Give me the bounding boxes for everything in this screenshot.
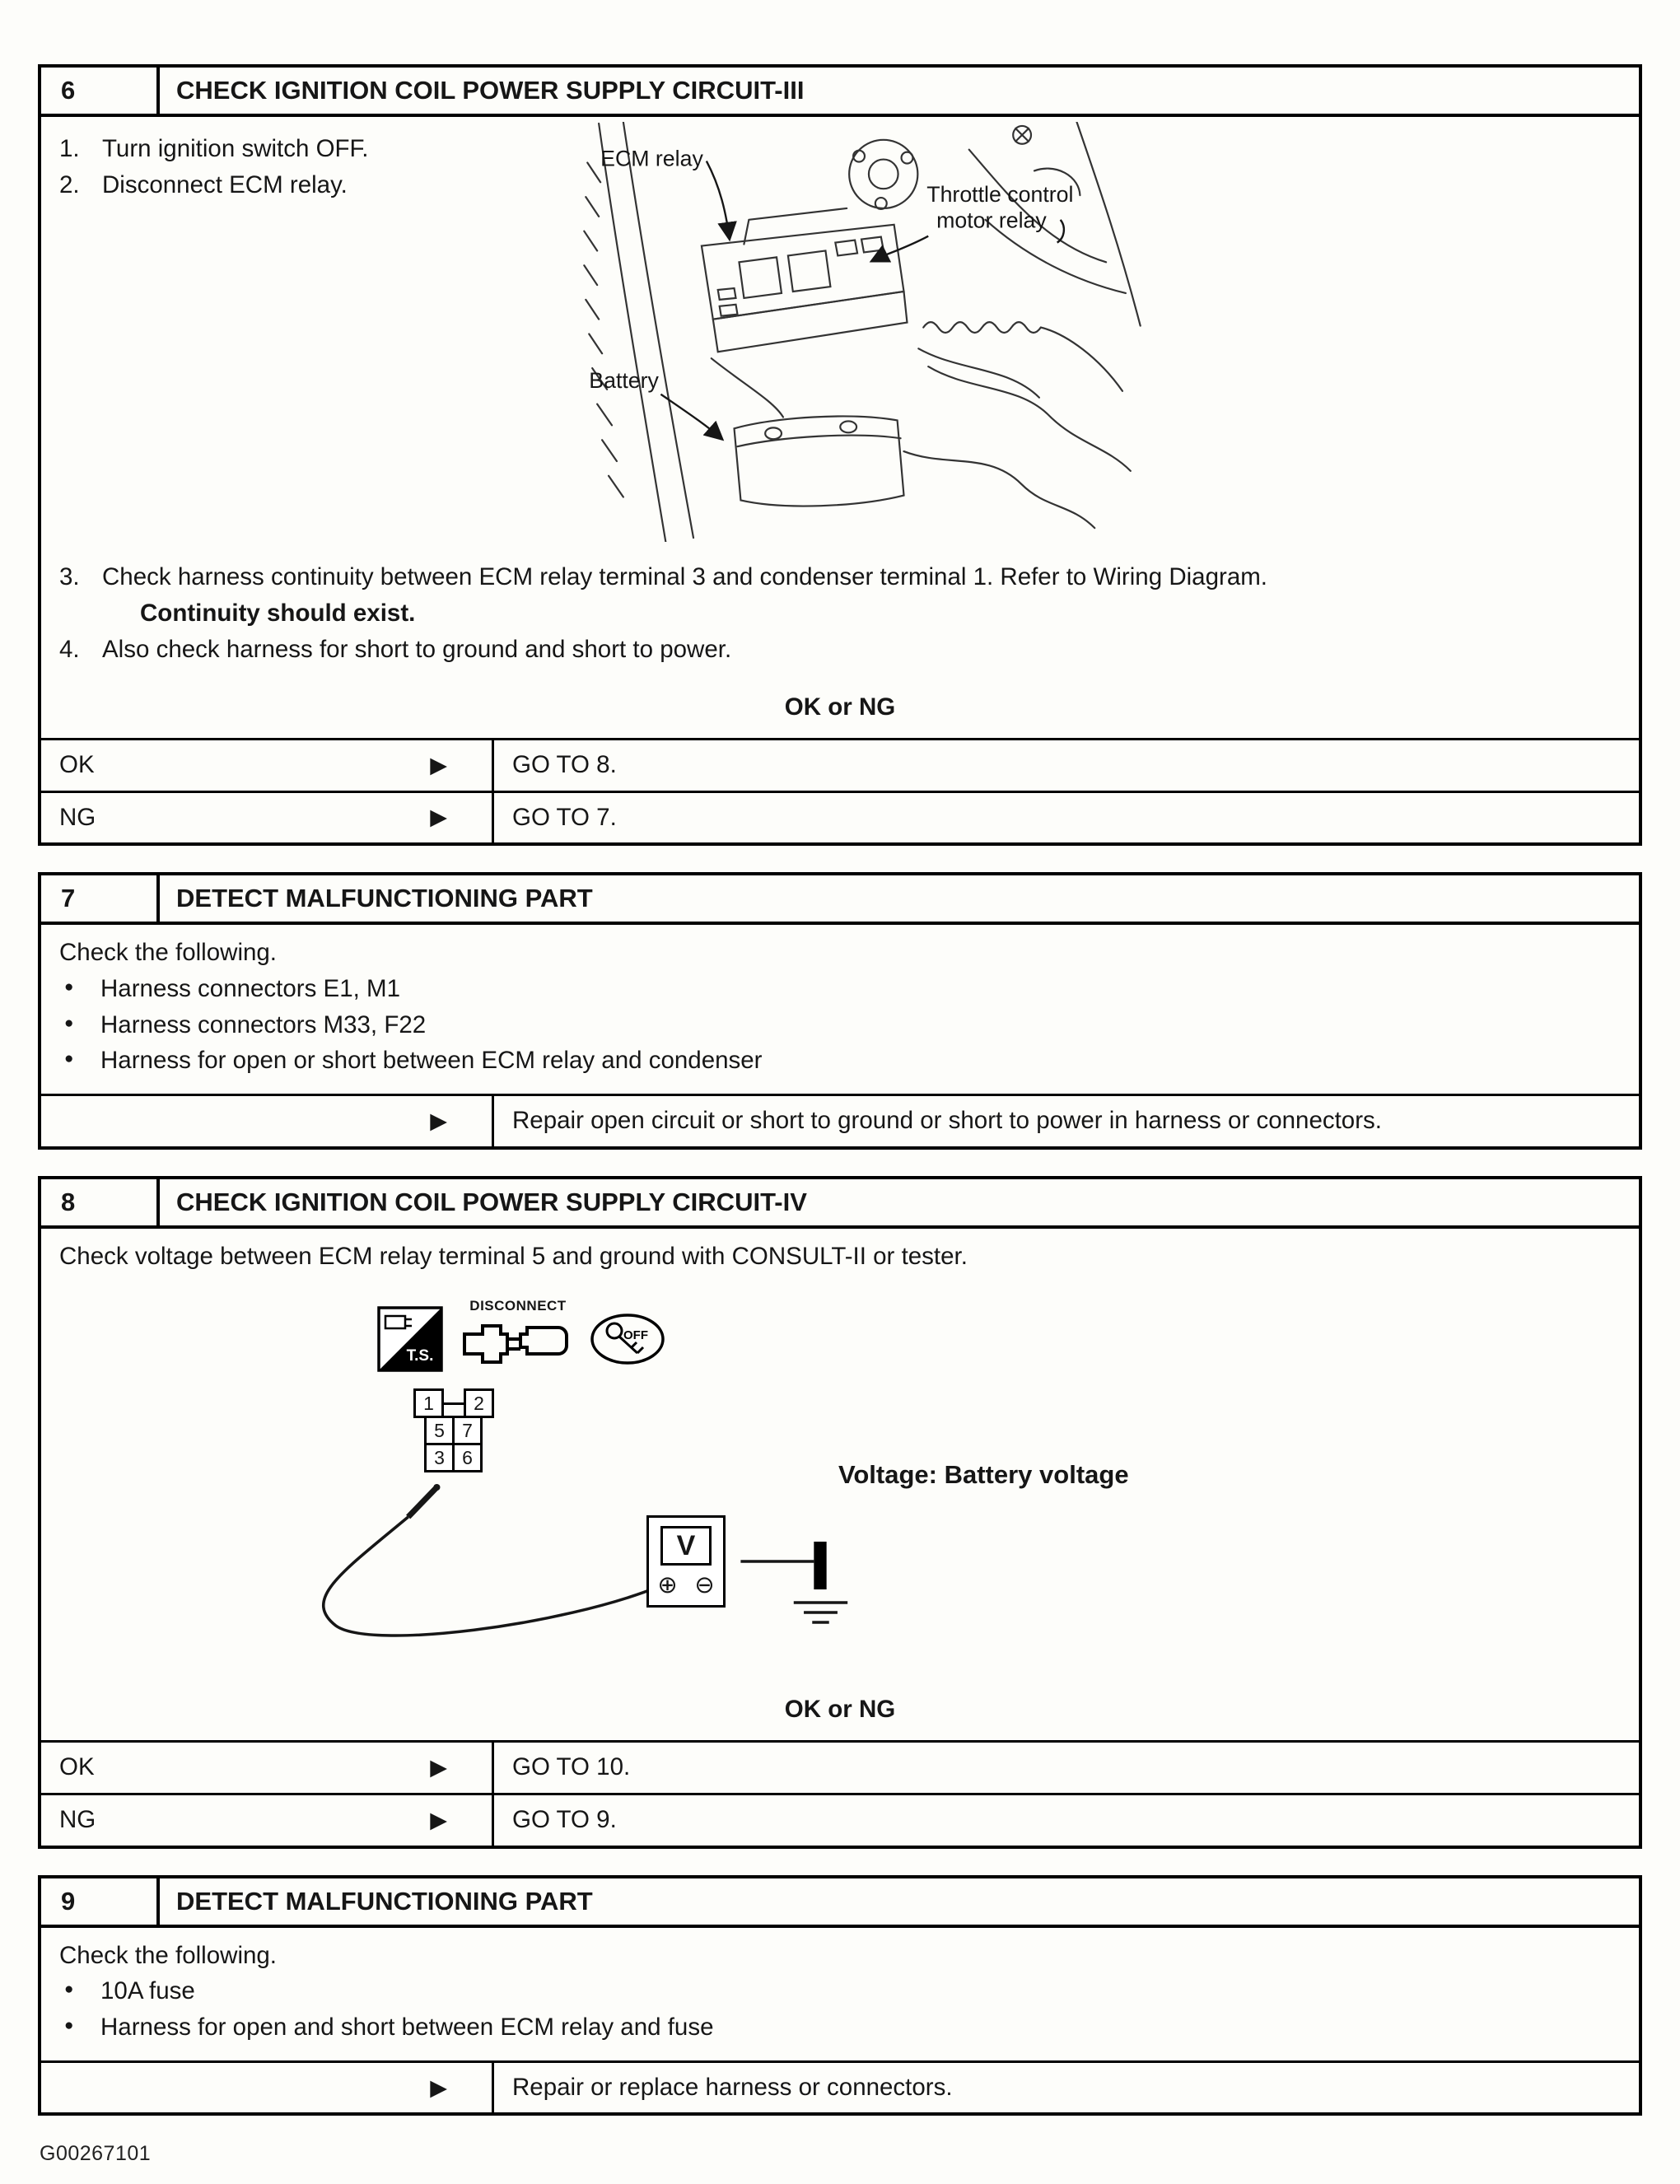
section-title: CHECK IGNITION COIL POWER SUPPLY CIRCUIT-III	[176, 76, 805, 105]
relay-terminal-grid	[413, 1388, 494, 1472]
section-number: 9	[41, 1878, 160, 1925]
bullet-icon: ●	[64, 1014, 74, 1032]
section-9-body	[41, 1928, 1639, 2113]
result-action-text: GO TO 9.	[512, 1805, 617, 1833]
pin-row-2	[424, 1416, 494, 1445]
pin-2: 2	[464, 1388, 494, 1418]
result-label: NG	[59, 1805, 96, 1833]
voltage-spec-text: Voltage: Battery voltage	[838, 1460, 1129, 1490]
section-number: 6	[41, 68, 160, 114]
section-6-top-area	[41, 117, 1639, 547]
section-8	[38, 1176, 1642, 1849]
action-row	[41, 2060, 1639, 2113]
section-7	[38, 872, 1642, 1150]
section-title: DETECT MALFUNCTIONING PART	[176, 1886, 593, 1916]
section-7-header	[41, 875, 1639, 925]
step-item	[59, 561, 1621, 595]
bullet-item	[59, 1009, 1621, 1043]
step-text: Check harness continuity between ECM relay terminal 3 and condenser terminal 1. Refer to Wiring Diagram.	[102, 563, 1267, 590]
step-number: 3.	[59, 563, 80, 590]
result-condition-cell	[41, 2063, 494, 2113]
bullet-icon: ●	[64, 1981, 74, 1999]
section-8-body	[41, 1229, 1639, 1846]
result-label: NG	[59, 803, 96, 831]
ts-tool-icon	[377, 1306, 443, 1372]
step-text: Also check harness for short to ground and short to power.	[102, 636, 732, 664]
result-action-text: GO TO 8.	[512, 750, 617, 778]
bullet-item	[59, 1044, 1621, 1078]
result-action-cell	[494, 1795, 1639, 1846]
plus-terminal-icon: ⊕	[657, 1572, 678, 1599]
result-condition-cell	[41, 1795, 494, 1846]
step-number: 4.	[59, 636, 80, 664]
result-condition-cell	[41, 1743, 494, 1793]
off-label: OFF	[623, 1328, 648, 1343]
continuity-note: Continuity should exist.	[140, 599, 416, 627]
bullet-text: Harness for open or short between ECM relay and condenser	[100, 1047, 763, 1075]
intro-text: Check the following.	[59, 1941, 278, 1969]
label-throttle-line2: motor relay	[936, 208, 1047, 233]
check-list	[41, 1928, 1639, 2052]
step-list-lower	[41, 547, 1639, 674]
bullet-text: Harness for open and short between ECM relay and fuse	[100, 2013, 714, 2041]
minus-terminal-icon: ⊖	[694, 1572, 715, 1599]
bullet-icon: ●	[64, 978, 74, 996]
voltmeter	[646, 1515, 726, 1608]
ok-or-ng-label: OK or NG	[784, 1696, 896, 1724]
result-action-text: Repair or replace harness or connectors.	[512, 2073, 953, 2101]
result-condition-cell	[41, 1096, 494, 1146]
arrow-right-icon: ▶	[430, 1754, 447, 1780]
section-8-header	[41, 1179, 1639, 1229]
section-number: 7	[41, 875, 160, 922]
bullet-text: Harness connectors E1, M1	[100, 974, 400, 1002]
arrow-right-icon: ▶	[430, 752, 447, 777]
bullet-icon: ●	[64, 1050, 74, 1068]
section-title: DETECT MALFUNCTIONING PART	[176, 884, 593, 913]
disconnect-icon	[456, 1296, 580, 1373]
action-row	[41, 1094, 1639, 1146]
label-battery: Battery	[589, 367, 659, 393]
arrow-right-icon: ▶	[430, 1108, 447, 1133]
bullet-icon: ●	[64, 2016, 74, 2034]
voltmeter-display: V	[660, 1526, 712, 1566]
result-row-ng	[41, 791, 1639, 843]
pin-bridge	[444, 1402, 464, 1405]
pin-row-3	[424, 1443, 494, 1472]
label-throttle-line1: Throttle control	[926, 182, 1074, 208]
bullet-item	[59, 2011, 1621, 2045]
figure-id-code: G00267101	[40, 2142, 152, 2166]
disconnect-label: DISCONNECT	[469, 1298, 567, 1314]
intro-block	[41, 1229, 1639, 1279]
result-action-cell	[494, 2063, 1639, 2113]
ignition-off-icon	[590, 1313, 665, 1365]
result-row-ok	[41, 738, 1639, 791]
result-action-cell	[494, 1743, 1639, 1793]
section-6	[38, 64, 1642, 846]
section-6-header	[41, 68, 1639, 117]
section-number: 8	[41, 1179, 160, 1225]
step-text: Disconnect ECM relay.	[102, 170, 348, 198]
bullet-item	[59, 1975, 1621, 2009]
result-action-text: Repair open circuit or short to ground or short to power in harness or connectors.	[512, 1107, 1382, 1135]
pin-3: 3	[424, 1443, 455, 1472]
intro-text: Check voltage between ECM relay terminal 5 and ground with CONSULT-II or tester.	[59, 1242, 968, 1270]
step-text: Turn ignition switch OFF.	[102, 135, 369, 162]
pin-1: 1	[413, 1388, 444, 1418]
voltage-test-illustration	[41, 1296, 1639, 1677]
step-number: 1.	[59, 135, 80, 162]
section-9	[38, 1875, 1642, 2116]
section-7-body	[41, 925, 1639, 1146]
ok-or-ng-label: OK or NG	[784, 693, 896, 721]
voltmeter-terminals	[649, 1569, 723, 1602]
pin-6: 6	[452, 1443, 483, 1472]
label-ecm-relay: ECM relay	[600, 146, 703, 171]
ts-label: T.S.	[406, 1347, 434, 1365]
arrow-right-icon: ▶	[430, 2074, 447, 2100]
arrow-right-icon: ▶	[430, 1807, 447, 1832]
step-item	[59, 633, 1621, 667]
check-list	[41, 925, 1639, 1085]
section-9-header	[41, 1878, 1639, 1928]
pin-7: 7	[452, 1416, 483, 1445]
arrow-right-icon: ▶	[430, 805, 447, 830]
result-action-text: GO TO 7.	[512, 803, 617, 831]
result-action-text: GO TO 10.	[512, 1753, 631, 1781]
section-title: CHECK IGNITION COIL POWER SUPPLY CIRCUIT-IV	[176, 1187, 807, 1216]
result-action-cell	[494, 1096, 1639, 1146]
result-row-ng	[41, 1793, 1639, 1846]
result-row-ok	[41, 1740, 1639, 1793]
pin-row-1	[413, 1388, 494, 1418]
step-number: 2.	[59, 170, 80, 198]
result-condition-cell	[41, 740, 494, 791]
intro-text: Check the following.	[59, 939, 278, 967]
result-label: OK	[59, 1753, 95, 1781]
bullet-text: Harness connectors M33, F22	[100, 1010, 427, 1038]
result-action-cell	[494, 793, 1639, 843]
engine-bay-svg	[575, 122, 1151, 542]
pin-5: 5	[424, 1416, 455, 1445]
result-action-cell	[494, 740, 1639, 791]
section-6-body	[41, 117, 1639, 842]
result-label: OK	[59, 750, 95, 778]
result-condition-cell	[41, 793, 494, 843]
bullet-text: 10A fuse	[100, 1977, 195, 2005]
bullet-item	[59, 973, 1621, 1006]
engine-bay-illustration	[575, 122, 1151, 542]
